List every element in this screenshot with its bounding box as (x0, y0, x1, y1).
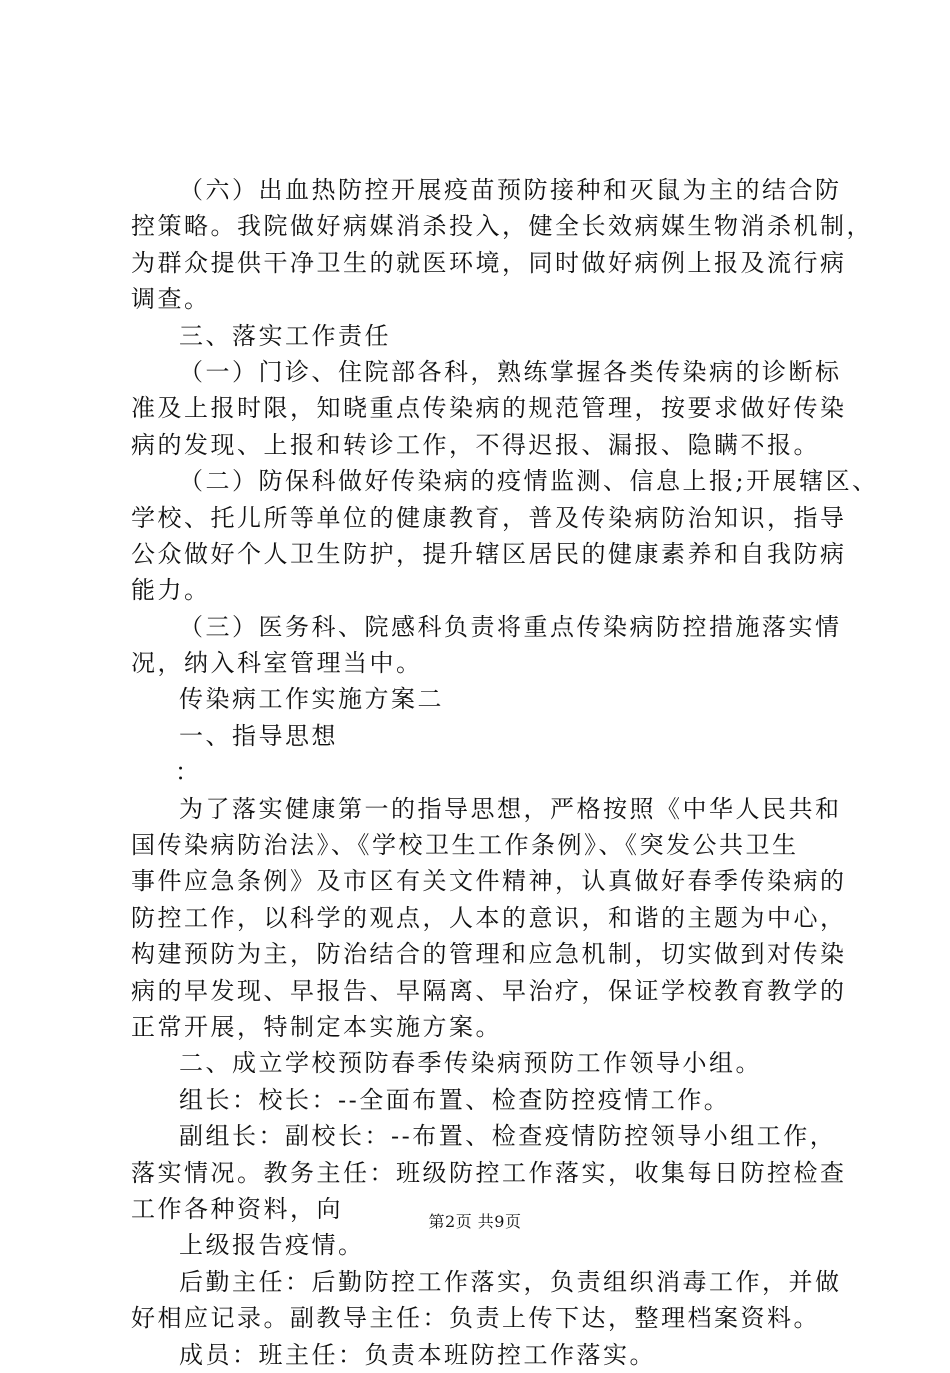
paragraph-line: 能力。 (131, 576, 211, 605)
paragraph-line: （二）防保科做好传染病的疫情监测、信息上报;开展辖区、 (179, 467, 879, 496)
paragraph-line: 病的发现、上报和转诊工作，不得迟报、漏报、隐瞒不报。 (131, 430, 820, 459)
section-title: 传染病工作实施方案二 (179, 685, 444, 714)
paragraph-line: 为群众提供干净卫生的就医环境，同时做好病例上报及流行病 (131, 248, 847, 277)
paragraph-line: 成员：班主任：负责本班防控工作落实。 (179, 1340, 656, 1369)
document-body (131, 172, 879, 1373)
paragraph-line: 况，纳入科室管理当中。 (131, 649, 423, 678)
paragraph-line: 控策略。我院做好病媒消杀投入，健全长效病媒生物消杀机制， (131, 212, 873, 241)
paragraph-line: 调查。 (131, 285, 211, 314)
paragraph-line: 公众做好个人卫生防护，提升辖区居民的健康素养和自我防病 (131, 539, 847, 568)
paragraph-line: 准及上报时限，知晓重点传染病的规范管理，按要求做好传染 (131, 394, 847, 423)
paragraph-line: 国传染病防治法》、《学校卫生工作条例》、《突发公共卫生 (131, 831, 799, 860)
paragraph-line: 为了落实健康第一的指导思想，严格按照《中华人民共和 (179, 794, 842, 823)
paragraph-line: （六）出血热防控开展疫苗预防接种和灭鼠为主的结合防 (179, 176, 842, 204)
paragraph-line: 工作各种资料，向 (131, 1194, 343, 1223)
section-heading: 三、落实工作责任 (179, 321, 391, 350)
section-heading: 一、指导思想 (179, 721, 338, 750)
paragraph-line: 正常开展，特制定本实施方案。 (131, 1012, 502, 1041)
paragraph-line: 事件应急条例》及市区有关文件精神，认真做好春季传染病的 (131, 867, 847, 896)
paragraph-line: 防控工作，以科学的观点，人本的意识，和谐的主题为中心， (131, 903, 847, 932)
paragraph-line: 上级报告疫情。 (179, 1231, 365, 1260)
paragraph-line: 落实情况。教务主任：班级防控工作落实，收集每日防控检查 (131, 1158, 847, 1187)
paragraph-line: ： (175, 758, 202, 787)
paragraph-line: （一）门诊、住院部各科，熟练掌握各类传染病的诊断标 (179, 357, 842, 386)
page-number-footer: 第2页 共9页 (428, 1212, 522, 1231)
paragraph-line: 副组长：副校长：--布置、检查疫情防控领导小组工作， (179, 1122, 837, 1151)
paragraph-line: 病的早发现、早报告、早隔离、早治疗，保证学校教育教学的 (131, 976, 847, 1005)
paragraph-line: 构建预防为主，防治结合的管理和应急机制，切实做到对传染 (131, 940, 847, 969)
paragraph-line: 后勤主任：后勤防控工作落实，负责组织消毒工作，并做 (179, 1267, 842, 1296)
paragraph-line: 好相应记录。副教导主任：负责上传下达，整理档案资料。 (131, 1304, 820, 1333)
paragraph-line: 组长：校长：--全面布置、检查防控疫情工作。 (179, 1085, 731, 1114)
section-heading: 二、成立学校预防春季传染病预防工作领导小组。 (179, 1049, 762, 1078)
paragraph-line: 学校、托儿所等单位的健康教育，普及传染病防治知识，指导 (131, 503, 847, 532)
paragraph-line: （三）医务科、院感科负责将重点传染病防控措施落实情 (179, 612, 842, 641)
